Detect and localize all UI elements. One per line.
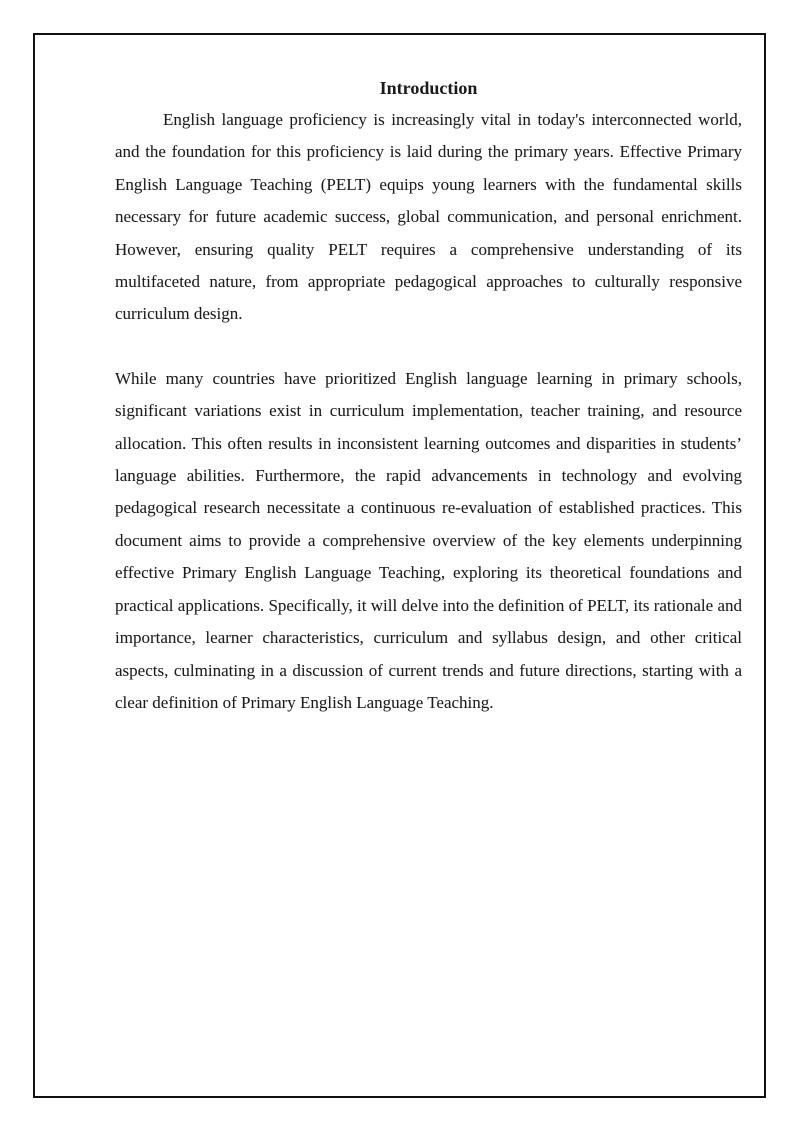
document-body bbox=[115, 76, 742, 719]
paragraph-2: While many countries have prioritized English language learning in primary schools, significant variations exist in curriculum implementation, teacher training, and resource allocation. This often results in inconsistent learning outcomes and disparities in students’ language abilities. Furthermore, the rapid advancements in technology and evolving pedagogical research necessitate a continuous re-evaluation of established practices. This document aims to provide a comprehensive overview of the key elements underpinning effective Primary English Language Teaching, exploring its theoretical foundations and practical applications. Specifically, it will delve into the definition of PELT, its rationale and importance, learner characteristics, curriculum and syllabus design, and other critical aspects, culminating in a discussion of current trends and future directions, starting with a clear definition of Primary English Language Teaching. bbox=[115, 368, 742, 712]
paragraph-spacer bbox=[115, 331, 742, 363]
paragraph-1: English language proficiency is increasingly vital in today's interconnected world, and the foundation for this proficiency is laid during the primary years. Effective Primary English Language Teaching (PELT) equips young learners with the fundamental skills necessary for future academic success, global communication, and personal enrichment. However, ensuring quality PELT requires a comprehensive understanding of its multifaceted nature, from appropriate pedagogical approaches to culturally responsive curriculum design. bbox=[115, 110, 742, 324]
section-title: Introduction bbox=[379, 78, 478, 98]
